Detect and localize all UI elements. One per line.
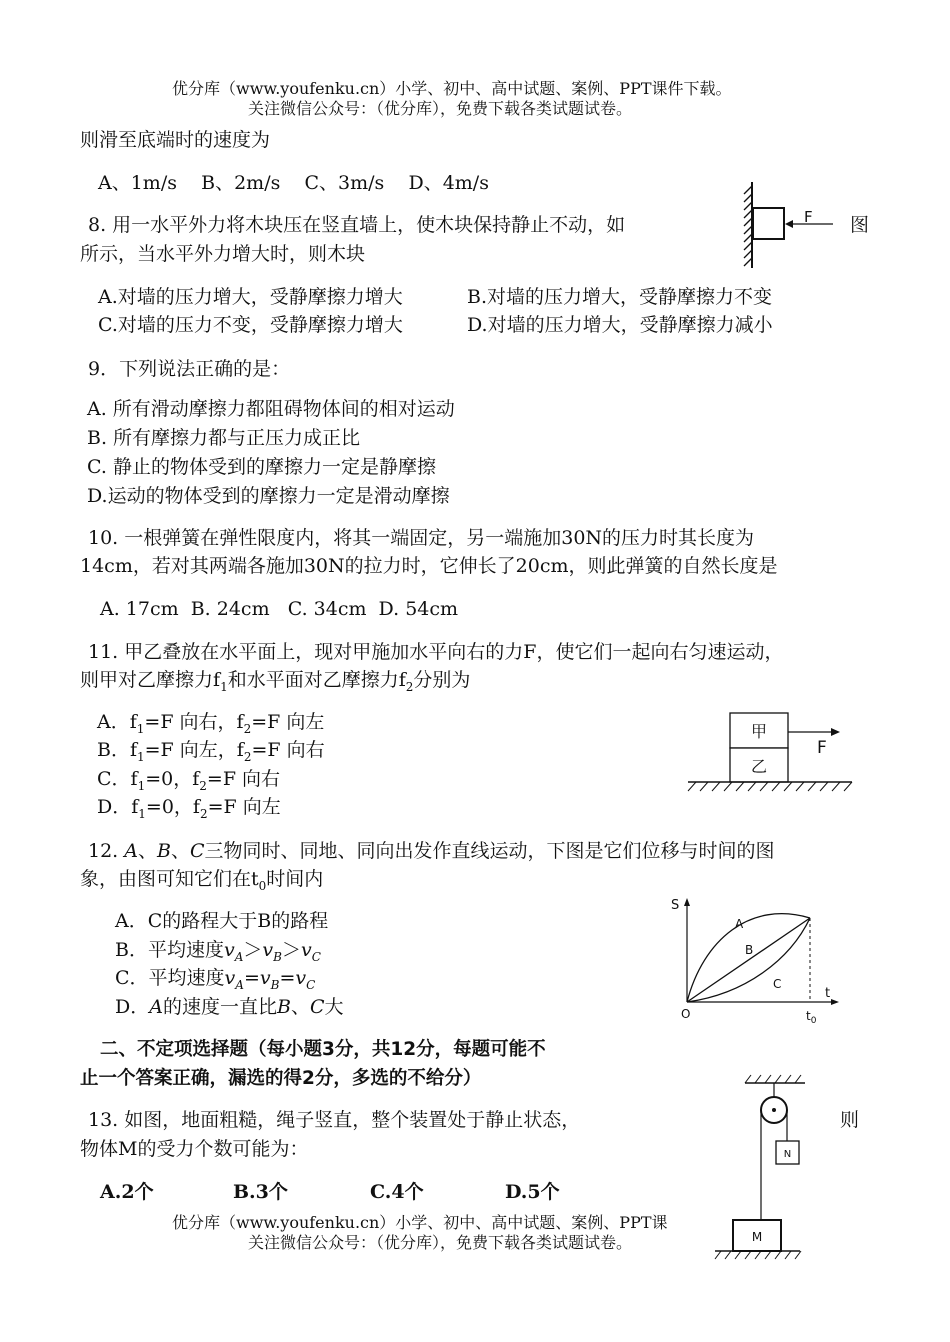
- q9-option-a: A. 所有滑动摩擦力都阻碍物体间的相对运动: [87, 398, 455, 420]
- section-2-title-line-1: 二、不定项选择题（每小题3分，共12分，每题可能不: [100, 1039, 546, 1060]
- q13-stem-line-1: 13. 如图，地面粗糙，绳子竖直，整个装置处于静止状态，: [88, 1109, 581, 1131]
- force-arrow-head: [831, 728, 840, 736]
- line-b-label: B: [745, 943, 754, 957]
- q8-stem-line-2: 所示，当水平外力增大时，则木块: [80, 243, 366, 265]
- q13-stem-end: 则: [840, 1109, 860, 1131]
- wall-hatching: [744, 186, 752, 266]
- q9-option-b: B. 所有摩擦力都与正压力成正比: [87, 427, 361, 449]
- wood-block: [753, 208, 784, 239]
- q12-option-b: B．平均速度$v_A>v_B>v_C$: [115, 939, 321, 964]
- y-axis-label: S: [671, 898, 680, 913]
- ground-hatching: [715, 1251, 801, 1259]
- footer-line-1: 优分库（www.youfenku.cn）小学、初中、高中试题、案例、PPT课: [172, 1213, 668, 1232]
- block-n-label: N: [783, 1149, 792, 1160]
- q8-stem-fig-word: 图: [850, 214, 870, 236]
- q11-option-b: B．$f_1=F$ 向左，$f_2=F$ 向右: [97, 739, 325, 764]
- q7-stem-tail: 则滑至底端时的速度为: [80, 129, 271, 151]
- q11-stem-line-1: 11. 甲乙叠放在水平面上，现对甲施加水平向右的力F，使它们一起向右匀速运动，: [88, 641, 784, 663]
- origin-label: O: [681, 1007, 691, 1021]
- q10-stem-line-2: 14cm，若对其两端各施加30N的拉力时，它伸长了20cm，则此弹簧的自然长度是: [80, 555, 778, 577]
- pulley-axle: [772, 1108, 776, 1112]
- q8-option-b: B.对墙的压力增大，受静摩擦力不变: [467, 286, 773, 308]
- q11-stem-line-2: 则甲对乙摩擦力$f_1$和水平面对乙摩擦力$f_2$分别为: [80, 669, 471, 694]
- q9-stem: 9．下列说法正确的是：: [88, 358, 291, 380]
- q10-stem-line-1: 10. 一根弹簧在弹性限度内，将其一端固定，另一端施加30N的压力时其长度为: [88, 527, 755, 549]
- q11-stacked-blocks-figure: [680, 705, 860, 795]
- q8-stem-line-1: 8. 用一水平外力将木块压在竖直墙上，使木块保持静止不动，如: [88, 214, 626, 236]
- block-jia-label: 甲: [750, 722, 768, 741]
- q13-stem-line-2: 物体M的受力个数可能为：: [80, 1138, 309, 1160]
- footer-line-2: 关注微信公众号：（优分库），免费下载各类试题试卷。: [248, 1233, 633, 1252]
- q8-option-a: A.对墙的压力增大，受静摩擦力增大: [98, 286, 403, 308]
- q9-option-d: D.运动的物体受到的摩擦力一定是滑动摩擦: [87, 485, 450, 507]
- curve-a-label: A: [735, 917, 744, 931]
- q12-stem-line-2: 象，由图可知它们在$t_0$时间内: [80, 868, 324, 893]
- block-yi-label: 乙: [750, 757, 768, 776]
- curve-c-label: C: [773, 977, 782, 991]
- q9-option-c: C. 静止的物体受到的摩擦力一定是静摩擦: [87, 456, 436, 478]
- q12-option-c: C．平均速度$v_A=v_B=v_C$: [115, 967, 316, 992]
- header-line-1: 优分库（www.youfenku.cn）小学、初中、高中试题、案例、PPT课件下载。: [172, 79, 732, 98]
- q13-option-a: A.2个: [100, 1181, 154, 1203]
- header-line-2: 关注微信公众号：（优分库），免费下载各类试题试卷。: [248, 99, 633, 118]
- q12-displacement-time-graph: [665, 890, 845, 1030]
- y-axis-arrow: [684, 898, 690, 906]
- q13-option-b: B.3个: [233, 1181, 288, 1203]
- q11-option-d: D．$f_1=0$，$f_2=F$ 向左: [97, 796, 281, 821]
- ground-hatching: [688, 782, 852, 791]
- ceiling-hatching: [745, 1075, 801, 1083]
- q13-option-c: C.4个: [370, 1181, 424, 1203]
- block-m-label: M: [751, 1230, 763, 1244]
- t0-label: $t_0$: [806, 1009, 817, 1026]
- q12-option-d: D．A的速度一直比B、C大: [115, 996, 344, 1018]
- q12-stem-line-1: 12. A、B、C三物同时、同地、同向出发作直线运动，下图是它们位移与时间的图: [88, 840, 775, 862]
- q8-option-d: D.对墙的压力增大，受静摩擦力减小: [467, 314, 773, 336]
- force-label: F: [804, 208, 813, 226]
- force-label: F: [817, 738, 827, 758]
- line-b: [687, 918, 810, 1002]
- q13-pulley-figure: [705, 1073, 815, 1273]
- q11-option-c: C．$f_1=0$，$f_2=F$ 向右: [97, 768, 281, 793]
- x-axis-arrow: [831, 999, 839, 1005]
- q12-option-a: A．C的路程大于B的路程: [115, 910, 329, 932]
- q8-option-c: C.对墙的压力不变，受静摩擦力增大: [98, 314, 403, 336]
- force-arrow-head: [785, 220, 793, 228]
- x-axis-label: t: [825, 986, 831, 1001]
- q13-option-d: D.5个: [505, 1181, 560, 1203]
- section-2-title-line-2: 止一个答案正确，漏选的得2分，多选的不给分）: [80, 1068, 482, 1089]
- q7-options: A、1m/s B、2m/s C、3m/s D、4m/s: [98, 172, 489, 194]
- q8-wall-block-figure: [740, 180, 840, 270]
- q11-option-a: A．$f_1=F$ 向右，$f_2=F$ 向左: [97, 711, 325, 736]
- q10-options: A. 17cm B. 24cm C. 34cm D. 54cm: [100, 598, 459, 620]
